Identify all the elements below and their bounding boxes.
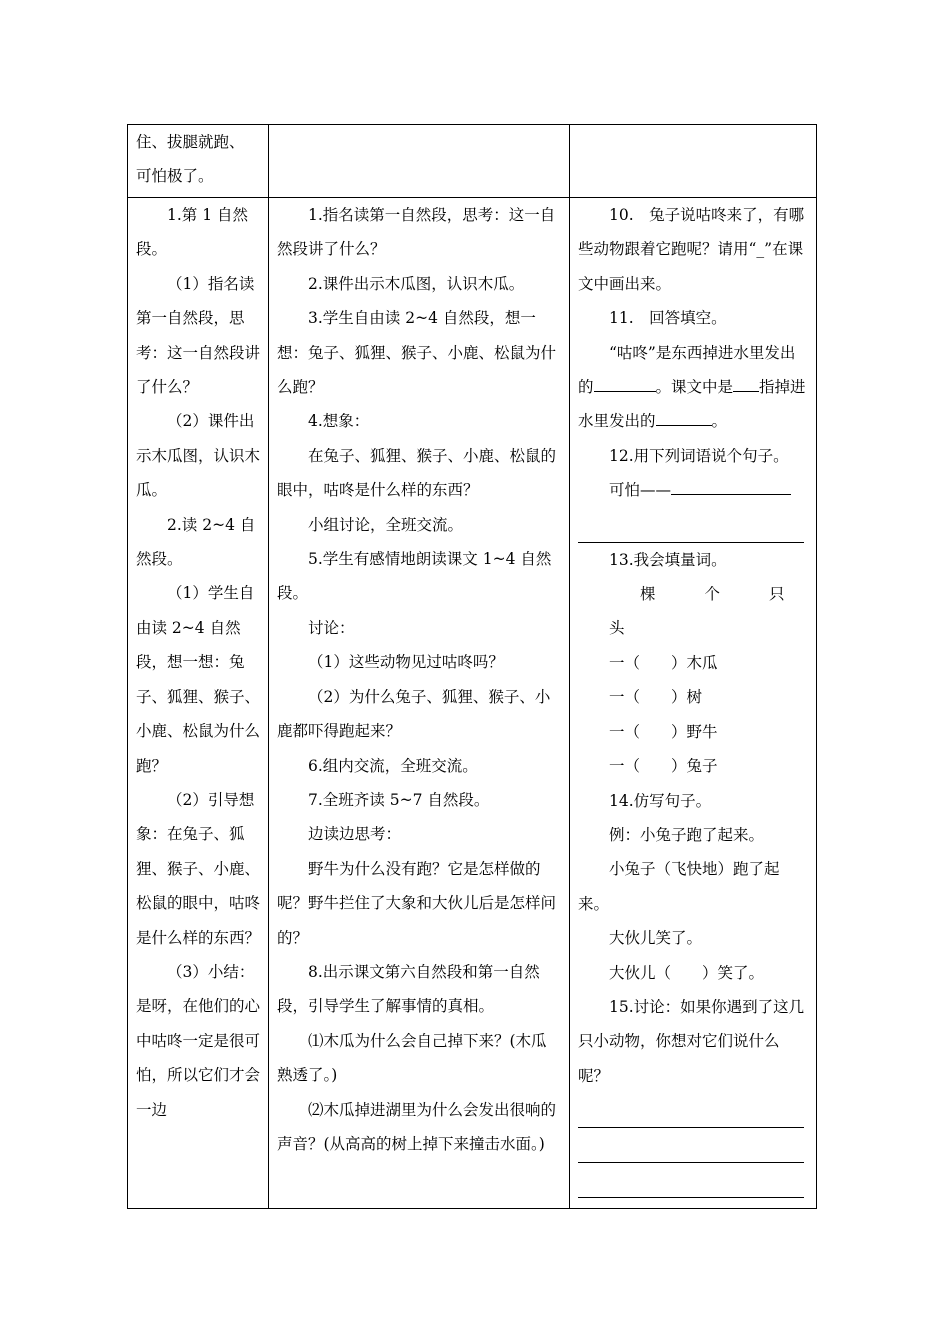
paragraph: 4.想象： xyxy=(308,412,370,431)
paragraph: 1.指名读第一自然段，思考：这一自然段讲了什么？ xyxy=(277,206,556,259)
paragraph: （1）学生自由读 2~4 自然段，想一想：兔子、狐狸、猴子、小鹿、松鼠为什么跑？ xyxy=(136,584,261,775)
question-11: 11. 回答填空。 xyxy=(609,309,727,328)
row1-col1-cell xyxy=(128,125,269,198)
exercise-cell xyxy=(570,198,817,1209)
fill-item[interactable]: 一（ ）木瓜 xyxy=(609,653,718,672)
answer-line[interactable] xyxy=(578,1128,804,1163)
fill-blank[interactable] xyxy=(733,391,759,392)
paragraph: 5.学生有感情地朗读课文 1~4 自然段。 xyxy=(277,550,552,603)
answer-line[interactable] xyxy=(578,1093,804,1128)
question-12-answer xyxy=(578,473,808,507)
option-word: 头 xyxy=(609,619,625,638)
text-fragment: 。课文中是 xyxy=(655,378,734,397)
practice-sentence[interactable]: 大伙儿（ ）笑了。 xyxy=(609,963,765,982)
paragraph: ⑴木瓜为什么会自己掉下来？(木瓜熟透了。) xyxy=(277,1031,547,1085)
paragraph: （2）为什么兔子、狐狸、猴子、小鹿都吓得跑起来？ xyxy=(277,687,551,741)
text-line: 住、拔腿就跑、 xyxy=(136,133,245,151)
paragraph: 6.组内交流，全班交流。 xyxy=(308,756,478,775)
answer-line[interactable] xyxy=(578,1163,804,1198)
option-word: 个 xyxy=(704,585,721,604)
word-label: 可怕—— xyxy=(609,481,672,500)
paragraph: 3.学生自由读 2~4 自然段，想一想：兔子、狐狸、猴子、小鹿、松鼠为什么跑？ xyxy=(277,309,557,397)
answer-line[interactable] xyxy=(578,508,804,543)
option-word: 只 xyxy=(769,585,785,604)
student-activity-cell xyxy=(128,198,269,1209)
paragraph: （1）这些动物见过咕咚吗？ xyxy=(308,653,504,672)
teacher-activity-cell xyxy=(269,198,570,1209)
table-row xyxy=(128,198,817,1209)
question-14: 14.仿写句子。 xyxy=(609,791,712,810)
row1-col2-cell xyxy=(269,125,570,198)
text-fragment: 。 xyxy=(711,412,728,431)
question-12: 12.用下列词语说个句子。 xyxy=(609,446,789,465)
question-10: 10. 兔子说咕咚来了，有哪些动物跟着它跑呢？请用“_”在课文中画出来。 xyxy=(578,206,805,293)
paragraph: 在兔子、狐狸、猴子、小鹿、松鼠的眼中，咕咚是什么样的东西？ xyxy=(277,446,557,500)
practice-sentence: 大伙儿笑了。 xyxy=(609,929,703,948)
paragraph: 2.课件出示木瓜图，认识木瓜。 xyxy=(308,274,525,293)
fill-blank[interactable] xyxy=(656,425,712,426)
paragraph: 7.全班齐读 5~7 自然段。 xyxy=(308,790,490,809)
question-11-body xyxy=(578,336,808,439)
paragraph: （2）课件出示木瓜图，认识木瓜。 xyxy=(136,412,261,500)
question-15: 15.讨论：如果你遇到了这几只小动物，你想对它们说什么呢？ xyxy=(578,997,805,1085)
paragraph: 野牛为什么没有跑？它是怎样做的呢？野牛拦住了大象和大伙儿后是怎样问的？ xyxy=(277,859,557,947)
answer-line[interactable] xyxy=(671,494,791,495)
paragraph: 边读边思考： xyxy=(308,825,402,844)
paragraph: ⑵木瓜掉进湖里为什么会发出很响的声音？(从高高的树上掉下来撞击水面。) xyxy=(277,1100,557,1153)
paragraph: （1）指名读第一自然段，思考：这一自然段讲了什么？ xyxy=(136,274,261,397)
example-sentence: 小兔子（飞快地）跑了起来。 xyxy=(578,860,780,913)
paragraph: 小组讨论，全班交流。 xyxy=(308,515,464,534)
option-word: 棵 xyxy=(640,585,656,604)
paragraph: 1.第 1 自然段。 xyxy=(136,206,249,259)
fill-item[interactable]: 一（ ）树 xyxy=(609,688,703,707)
paragraph: 2.读 2~4 自然段。 xyxy=(136,515,256,569)
table-row xyxy=(128,125,817,198)
fill-item[interactable]: 一（ ）兔子 xyxy=(609,757,718,776)
lesson-table xyxy=(127,124,817,1209)
paragraph: 讨论： xyxy=(308,618,355,637)
fill-blank[interactable] xyxy=(594,391,656,392)
paragraph: （3）小结：是呀，在他们的心中咕咚一定是很可怕，所以它们才会一边 xyxy=(136,962,261,1119)
measure-word-options xyxy=(578,577,808,646)
text-fragment: 指掉进水里发出的 xyxy=(578,378,806,431)
question-13: 13.我会填量词。 xyxy=(609,550,727,569)
text-line: 可怕极了。 xyxy=(136,167,214,186)
paragraph: （2）引导想象：在兔子、狐狸、猴子、小鹿、松鼠的眼中，咕咚是什么样的东西？ xyxy=(136,790,261,947)
row1-col3-cell xyxy=(570,125,817,198)
example-sentence: 例：小兔子跑了起来。 xyxy=(609,825,765,844)
fill-item[interactable]: 一（ ）野牛 xyxy=(609,722,718,741)
text-fragment: “咕咚”是东西掉进水里发出的 xyxy=(578,343,796,397)
paragraph: 8.出示课文第六自然段和第一自然段，引导学生了解事情的真相。 xyxy=(277,962,540,1016)
